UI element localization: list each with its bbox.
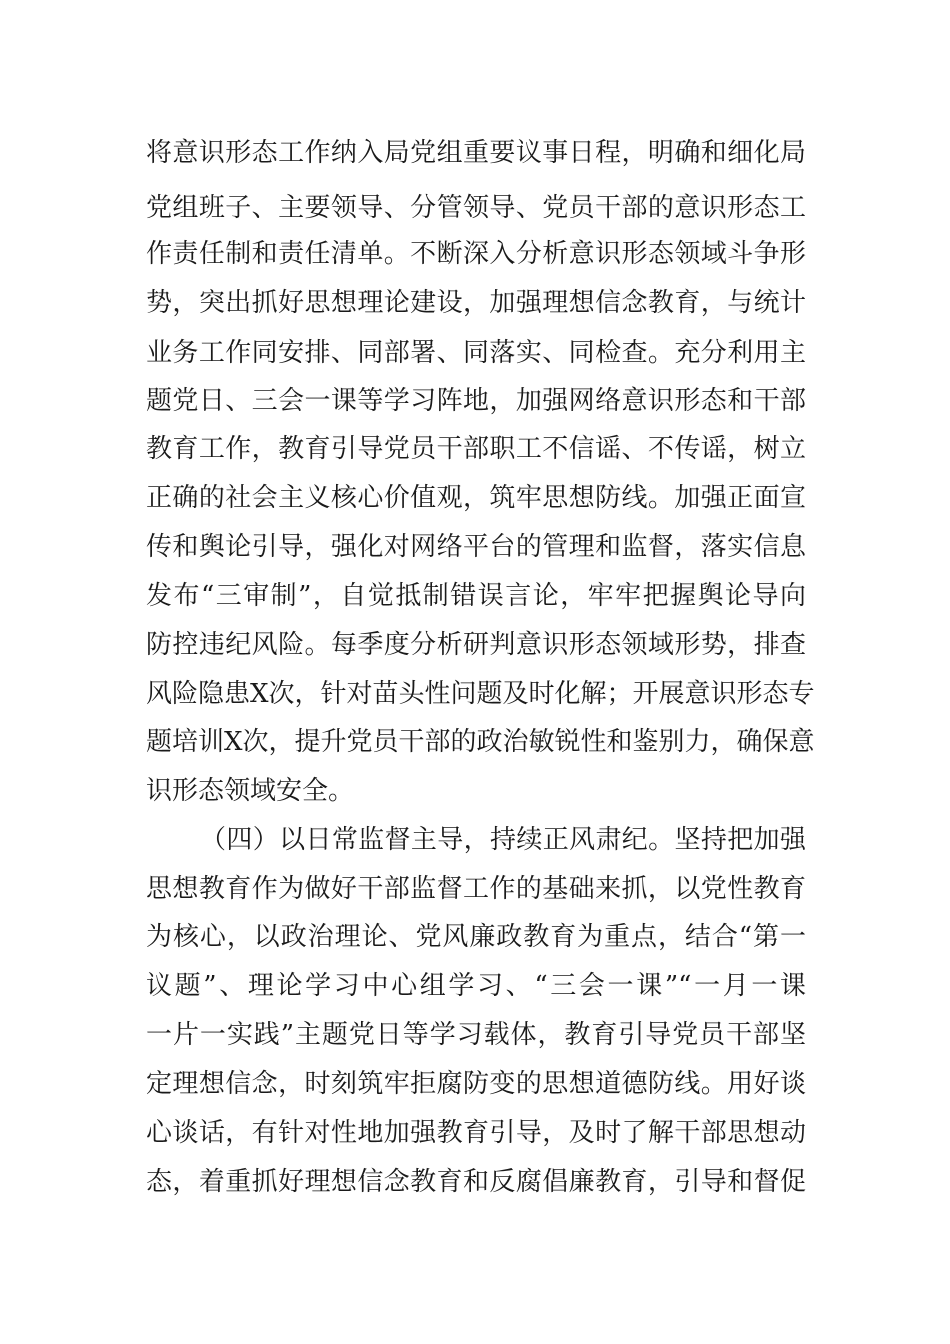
text-line: 发布“三审制”，自觉抵制错误言论，牢牢把握舆论导向 — [146, 581, 806, 611]
text-line: 议题”、理论学习中心组学习、“三会一课”“一月一课 — [146, 971, 806, 1001]
text-line: 为核心，以政治理论、党风廉政教育为重点，结合“第一 — [146, 922, 806, 952]
text-line: 一片一实践”主题党日等学习载体，教育引导党员干部坚 — [146, 1020, 806, 1050]
text-line: 势，突出抓好思想理论建设，加强理想信念教育，与统计 — [146, 288, 806, 318]
section-heading-line: （四）以日常监督主导，持续正风肃纪。坚持把加强 — [200, 825, 806, 855]
text-line: 题培训X次，提升党员干部的政治敏锐性和鉴别力，确保意 — [146, 727, 815, 757]
text-line: 风险隐患X次，针对苗头性问题及时化解；开展意识形态专 — [146, 679, 815, 709]
text-line: 思想教育作为做好干部监督工作的基础来抓，以党性教育 — [146, 874, 806, 904]
text-line: 业务工作同安排、同部署、同落实、同检查。充分利用主 — [146, 338, 806, 368]
text-line: 党组班子、主要领导、分管领导、党员干部的意识形态工 — [146, 193, 806, 223]
text-line: 防控违纪风险。每季度分析研判意识形态领域形势，排查 — [146, 630, 806, 660]
paragraph-last-line: 识形态领域安全。 — [146, 776, 355, 806]
text-line: 题党日、三会一课等学习阵地，加强网络意识形态和干部 — [146, 386, 806, 416]
text-line: 定理想信念，时刻筑牢拒腐防变的思想道德防线。用好谈 — [146, 1069, 806, 1099]
text-line: 传和舆论引导，强化对网络平台的管理和监督，落实信息 — [146, 532, 806, 562]
text-line: 态，着重抓好理想信念教育和反腐倡廉教育，引导和督促 — [146, 1167, 806, 1197]
text-line: 将意识形态工作纳入局党组重要议事日程，明确和细化局 — [146, 138, 806, 168]
text-line: 正确的社会主义核心价值观，筑牢思想防线。加强正面宣 — [146, 483, 806, 513]
text-line: 教育工作，教育引导党员干部职工不信谣、不传谣，树立 — [146, 434, 806, 464]
text-line: 心谈话，有针对性地加强教育引导，及时了解干部思想动 — [146, 1118, 806, 1148]
text-line: 作责任制和责任清单。不断深入分析意识形态领域斗争形 — [146, 239, 806, 269]
